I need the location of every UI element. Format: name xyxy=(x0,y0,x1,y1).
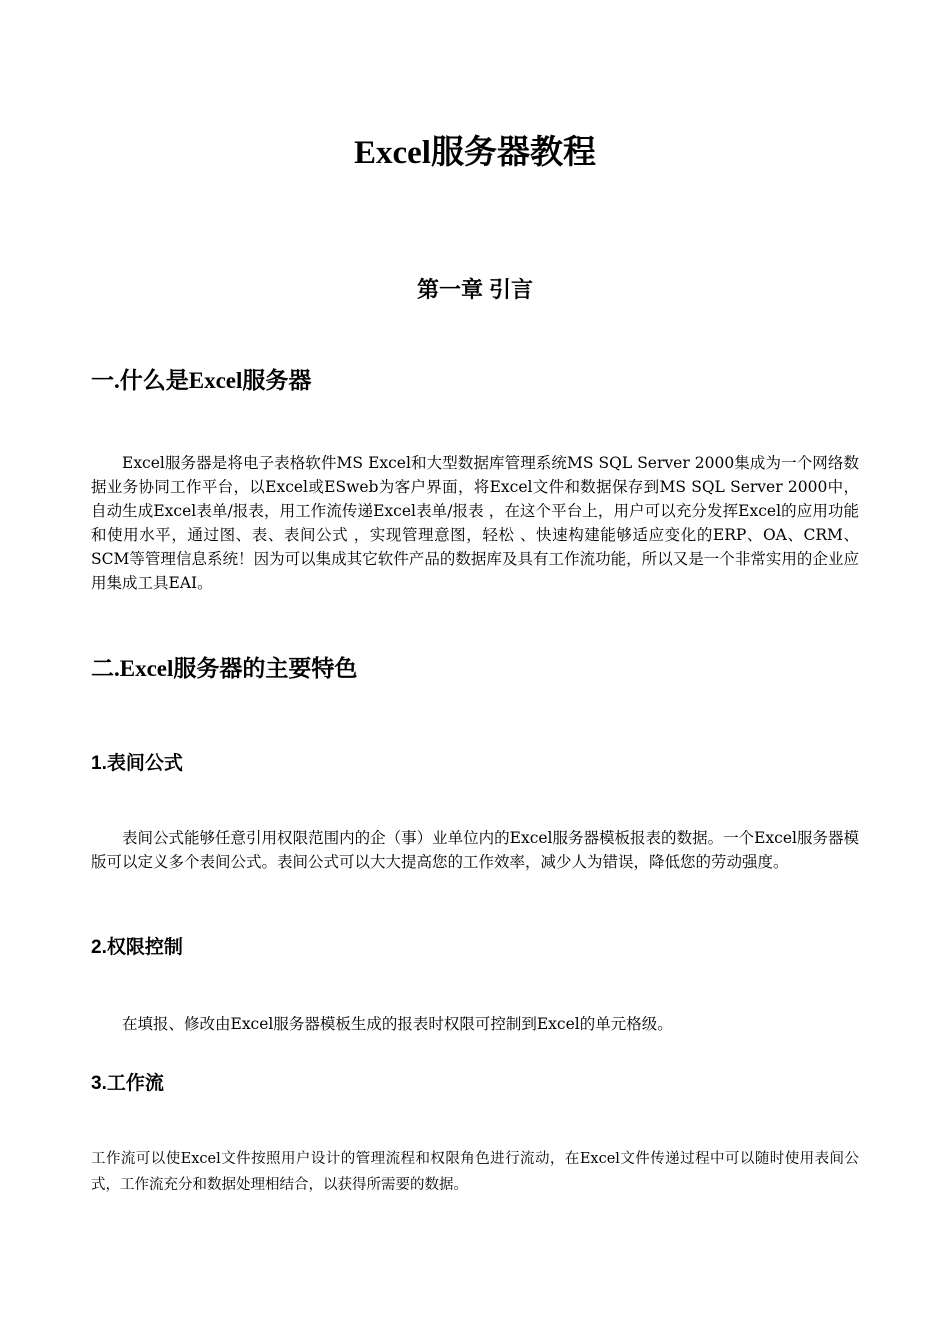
feature-heading-workflow: 3.工作流 xyxy=(91,1073,164,1094)
section-paragraph-what-is: Excel服务器是将电子表格软件MS Excel和大型数据库管理系统MS SQL Server 2000集成为一个网络数据业务协同工作平台，以Excel或ESweb为客户界面，将Excel文件和数据保存到MS SQL Server 2000中，自动生成Excel表单/报表，用工作流传递Excel表单/报表 ，在这个平台上，用户可以充分发挥Excel的应用功能和使用水平，通过图、表、表间公式 ，实现管理意图，轻松 、快速构建能够适应变化的ERP、OA、CRM、SCM等管理信息系统！因为可以集成其它软件产品的数据库及具有工作流功能，所以又是一个非常实用的企业应用集成工具EAI。 xyxy=(91,454,859,592)
feature-heading-permissions: 2.权限控制 xyxy=(91,937,183,958)
feature-paragraph-workflow: 工作流可以使Excel文件按照用户设计的管理流程和权限角色进行流动，在Excel文件传递过程中可以随时使用表间公式，工作流充分和数据处理相结合，以获得所需要的数据。 xyxy=(91,1151,859,1193)
feature-paragraph-permissions: 在填报、修改由Excel服务器模板生成的报表时权限可控制到Excel的单元格级。 xyxy=(122,1015,673,1033)
section-heading-what-is: 一.什么是Excel服务器 xyxy=(91,368,312,393)
feature-heading-formulas: 1.表间公式 xyxy=(91,753,183,774)
section-heading-features: 二.Excel服务器的主要特色 xyxy=(91,656,358,681)
chapter-title: 第一章 引言 xyxy=(416,277,534,302)
document-title: Excel服务器教程 xyxy=(354,135,596,171)
feature-paragraph-formulas: 表间公式能够任意引用权限范围内的企（事）业单位内的Excel服务器模板报表的数据。一个Excel服务器模版可以定义多个表间公式。表间公式可以大大提高您的工作效率，减少人为错误，降低您的劳动强度。 xyxy=(91,829,859,871)
